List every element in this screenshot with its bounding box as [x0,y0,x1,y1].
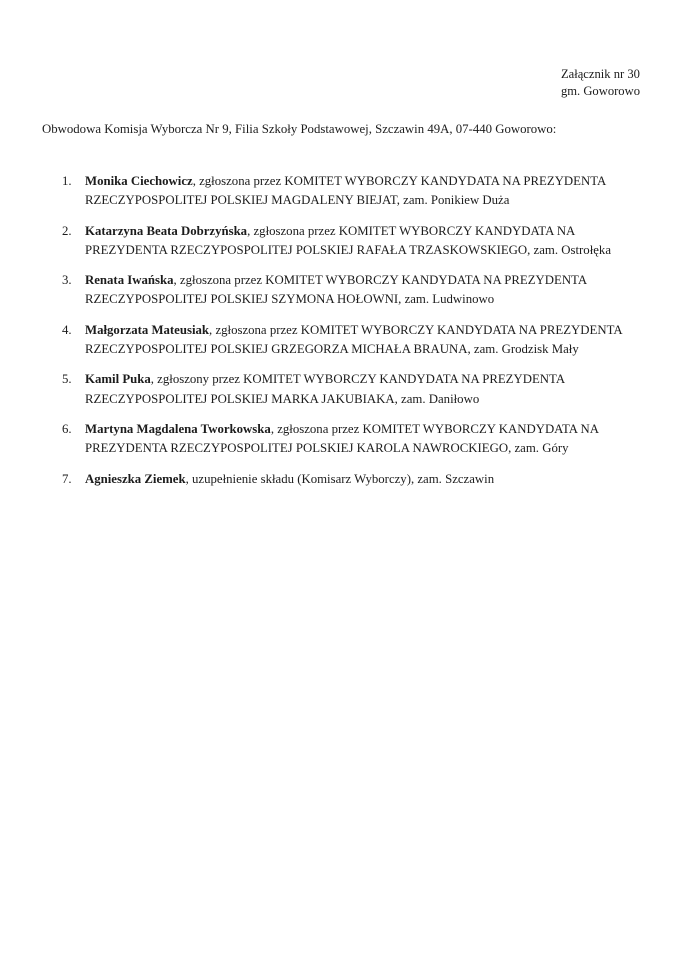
list-item [0,370,679,409]
member-list [0,172,679,489]
member-name: Martyna Magdalena Tworkowska [85,421,271,436]
list-item-body [85,420,635,459]
member-description: , uzupełnienie składu (Komisarz Wyborczy), zam. Szczawin [185,471,495,486]
list-item [0,271,679,310]
list-item-body [85,470,635,489]
list-item-number: 5. [62,372,72,387]
member-name: Katarzyna Beata Dobrzyńska [85,223,248,238]
list-item-number: 6. [62,421,72,436]
list-item [0,172,679,211]
list-item-number: 7. [62,471,72,486]
list-item [0,321,679,360]
list-item-body [85,370,635,409]
member-name: Agnieszka Ziemek [85,471,186,486]
list-item-body [85,271,635,310]
member-description: , zgłoszona przez KOMITET WYBORCZY KANDYDATA NA PREZYDENTA RZECZYPOSPOLITEJ POLSKIEJ GRZEGORZA MICHAŁA BRAUNA, zam. Grodzisk Mały [85,322,622,357]
member-name: Kamil Puka [85,372,151,387]
list-item-number: 4. [62,322,72,337]
list-item-body [85,222,635,261]
list-item [0,222,679,261]
member-description: , zgłoszona przez KOMITET WYBORCZY KANDYDATA NA PREZYDENTA RZECZYPOSPOLITEJ POLSKIEJ KAROLA NAWROCKIEGO, zam. Góry [85,421,599,456]
list-item-body [85,321,635,360]
member-name: Renata Iwańska [85,273,174,288]
member-description: , zgłoszona przez KOMITET WYBORCZY KANDYDATA NA PREZYDENTA RZECZYPOSPOLITEJ POLSKIEJ SZYMONA HOŁOWNI, zam. Ludwinowo [85,273,587,307]
member-description: , zgłoszona przez KOMITET WYBORCZY KANDYDATA NA PREZYDENTA RZECZYPOSPOLITEJ POLSKIEJ MAGDALENY BIEJAT, zam. Ponikiew Duża [85,174,606,208]
commission-intro-line: Obwodowa Komisja Wyborcza Nr 9, Filia Szkoły Podstawowej, Szczawin 49A, 07-440 Goworowo: [42,122,557,136]
list-item [0,470,679,489]
member-name: Monika Ciechowicz [85,174,193,188]
attachment-number-line: Załącznik nr 30 [560,67,640,81]
member-description: , zgłoszony przez KOMITET WYBORCZY KANDYDATA NA PREZYDENTA RZECZYPOSPOLITEJ POLSKIEJ MARKA JAKUBIAKA, zam. Daniłowo [85,372,565,406]
municipality-line: gm. Goworowo [560,84,640,98]
list-item-body [85,172,635,211]
list-item-number: 1. [62,174,72,188]
list-item [0,420,679,459]
document-header-block [561,66,640,100]
list-item-number: 3. [62,273,72,288]
member-name: Małgorzata Mateusiak [85,322,210,337]
member-description: , zgłoszona przez KOMITET WYBORCZY KANDYDATA NA PREZYDENTA RZECZYPOSPOLITEJ POLSKIEJ RAFAŁA TRZASKOWSKIEGO, zam. Ostrołęka [85,223,612,257]
list-item-number: 2. [62,223,72,238]
